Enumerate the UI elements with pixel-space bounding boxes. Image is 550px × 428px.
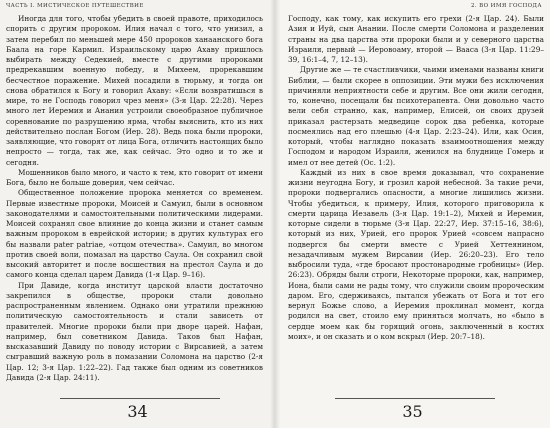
right-page	[275, 0, 550, 428]
right-page-text	[288, 14, 544, 342]
right-running-head: 2. ВО ИМЯ ГОСПОДА	[470, 3, 542, 9]
page-number: 34	[127, 402, 148, 421]
paragraph: Другие же — те счастливчики, чьими именами названы книги Библии, — были скорее в оппозиции. Эти мужи без исключения причиняли неприятности себе и другим. Все они жили сегодня, то, конечно, посещали бы психотерапевта. Они довольно часто вели себя странно, как, например, Елисей, он своих друзей приказал растерзать медведице сорок два ребенка, которые посмеялись над его плешью (4-я Цар. 2:23–24). Или, как Осия, который, чтобы наглядно показать взаимоотношения между Господом и народом Израиля, женился на блуднице Гомерь и имел от нее детей (Ос. 1:2).	[288, 65, 544, 167]
left-running-head: ЧАСТЬ I. МИСТИЧЕСКОЕ ПУТЕШЕСТВИЕ	[6, 3, 144, 9]
paragraph: Общественное положение пророка меняется со временем. Первые известные пророки, Моисей и Самуил, были в основном законодателями и самостоятельными политическими лидерами. Моисей сохранял свое влияние до конца жизни и станет самым важным пророком в еврейской истории; в других культурах его бы назвали pater patriae, «отцом отечества». Самуил, во многом против своей воли, помазал на царство Саула. Он сохранил свой высокий авторитет и после восшествия на престол Саула и до самого конца сделал царем Давида (1-я Цар. 9–16).	[6, 188, 263, 280]
left-page-text	[6, 14, 263, 383]
page-number: 35	[402, 402, 423, 421]
paragraph: Мошенников было много, и часто к тем, кто говорит от имени Бога, было не больше доверия, чем сейчас.	[6, 167, 263, 187]
book-gutter	[270, 0, 280, 428]
folio-rule-top	[60, 398, 220, 399]
paragraph: При Давиде, когда институт царской власти достаточно закрепился в обществе, пророки стали довольно распространенным явлением. Однако они утратили прежнюю политическую самостоятельность и стали зависеть от правителей. Многие пророки были при дворе царей. Нафан, например, был советником Давида. Таков был Нафан, высказавший Давиду по поводу истории с Вирсавией, а затем сыгравший важную роль в помазании Соломона на царство (2-я Цар. 12; 3-я Цар. 1:22–22). Гад также был одним из советников Давида (2-я Цар. 24:11).	[6, 280, 263, 382]
paragraph: Господу, как тому, как искупить его грехи (2-я Цар. 24). Были Азия и Иуй, сын Анании. После смерти Соломона и разделения страны на два царства эти пророки были и у северного царства Израиля, первый — Иеровоаму, второй — Вааса (3-я Цар. 11:29–39, 16:1–4, 7, 12–13).	[288, 14, 544, 64]
folio-rule-top	[335, 398, 495, 399]
paragraph: Каждый из них в свое время доказывал, что сохранение жизни неугодна Богу, и грозил карой небесной. За такие речи, пророки подвергались опасности, а многие лишились жизни. Чтобы убедиться, к примеру, Илия, которого приговорила к смерти царица Иезавель (3-я Цар. 19:1–2), Михей и Иеремия, которые сидели в тюрьме (3-я Цар. 22:27, Иер. 37:15–16, 38:6), который из них, Урией, его пророк Урией «совсем напрасно подвергся бы смерти вместе с Урией Хеттеянином, незадачливым мужем Вирсавии (Иер. 26:20–23). Его тело выбросили туда, «где бросают простонародные гробницы» (Иер. 26:23). Обряды были строги, Некоторые пророки, как, например, Иона, были сами не рады тому, что служили своим пророческим даром. Его, сдерживаясь, пытался убежать от Бога и тот его вернул Божье слово, а Иеремия проклинал момент, когда родился на свет, стоило ему приняться молчать, но «было в сердце моем как бы горящий огонь, заключенный в костях моих», и он сказать и о ком вскрыл (Иер. 20:7–18).	[288, 167, 544, 341]
paragraph: Иногда для того, чтобы убедить в своей правоте, приходилось спорить с другим пророком. Илия начал с того, что унизил, а затем перебил по меньшей мере 450 пророков ханаанского бога Баала на горе Кармил. Израильскому царю Ахаву пришлось выбирать между Седекией, вместе с другими пророками предрекавшим военную победу, и Михеем, прорекавшим бесчестное поражение. Михей посадили в тюрьму, и тогда он снова обратился к Богу и говорил Ахаву: «Если возвратишься в мире, то не Господь говорил чрез меня» (3-я Цар. 22:28). Через много лет Иеремия и Анания устроили своеобразное публичное соревнование по разрушению ярма, чтобы выяснить, кто из них действительно послан Богом (Иер. 28). Ведь пока были пророки, заявляющие, что говорят от лица Бога, отличить настоящих было непросто — тогда, так же, как сейчас. Это одно и то же и сегодня.	[6, 14, 263, 167]
